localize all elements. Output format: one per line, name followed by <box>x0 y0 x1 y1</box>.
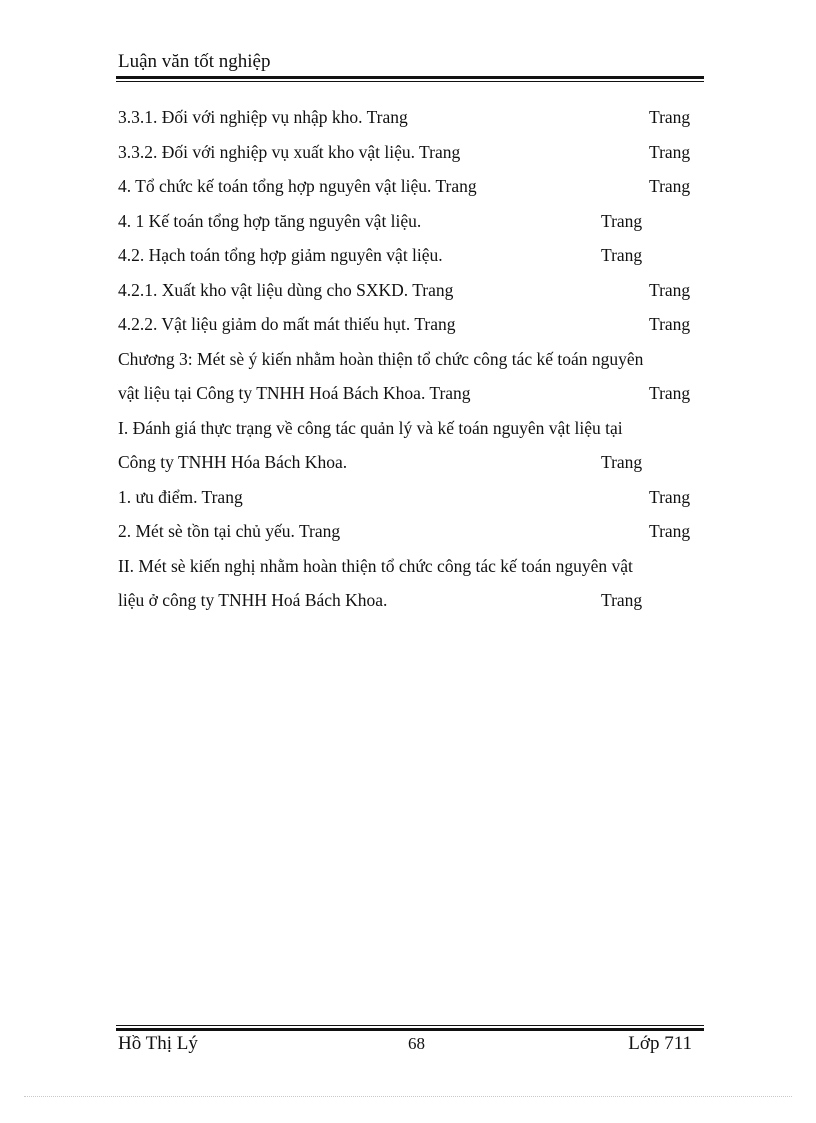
toc-entry-text: 4. Tổ chức kế toán tổng hợp nguyên vật liệu. Trang <box>118 176 477 196</box>
page-footer <box>118 1032 692 1056</box>
toc-entry-text: 4. 1 Kế toán tổng hợp tăng nguyên vật liệu. <box>118 210 422 231</box>
toc-entry-text: 4.2. Hạch toán tổng hợp giảm nguyên vật liệu. <box>118 245 443 265</box>
toc-entry-text: vật liệu tại Công ty TNHH Hoá Bách Khoa. Trang <box>118 383 471 403</box>
toc-page-ref: Trang <box>601 210 643 231</box>
toc-entry-text: 4.2.2. Vật liệu giảm do mất mát thiếu hụt. Trang <box>118 314 456 334</box>
toc-entry-text: 3.3.1. Đối với nghiệp vụ nhập kho. Trang <box>118 107 408 127</box>
toc-line <box>118 445 698 480</box>
toc-page-ref: Trang <box>649 383 691 403</box>
footer-class-label: Lớp 711 <box>628 1033 692 1054</box>
toc-line <box>118 411 698 446</box>
toc-entry-text: 3.3.2. Đối với nghiệp vụ xuất kho vật liệu. Trang <box>118 141 461 162</box>
footer-rule-thin <box>116 1025 704 1026</box>
toc-entry-text: II. Mét sè kiến nghị nhằm hoàn thiện tổ chức công tác kế toán nguyên vật <box>118 555 633 576</box>
page-bottom-edge <box>24 1096 792 1097</box>
header-rule-thick <box>116 76 704 79</box>
footer-rule-thick <box>116 1028 704 1031</box>
toc-entry-text: 4.2.1. Xuất kho vật liệu dùng cho SXKD. Trang <box>118 279 454 300</box>
toc-line <box>118 307 698 342</box>
toc-page-ref: Trang <box>649 314 691 334</box>
toc-line <box>118 169 698 204</box>
toc-line <box>118 514 698 549</box>
toc-line <box>118 100 698 135</box>
toc-line <box>118 549 698 584</box>
toc-line <box>118 273 698 308</box>
toc-entry-text: 2. Mét sè tồn tại chủ yếu. Trang <box>118 521 341 541</box>
toc-page-ref: Trang <box>649 176 691 196</box>
toc-page-ref: Trang <box>649 141 691 162</box>
toc-entry-text: I. Đánh giá thực trạng về công tác quản lý và kế toán nguyên vật liệu tại <box>118 417 623 438</box>
toc-entry-text: Chương 3: Mét sè ý kiến nhằm hoàn thiện tổ chức công tác kế toán nguyên <box>118 348 644 369</box>
toc-page-ref: Trang <box>649 279 691 300</box>
toc-page-ref: Trang <box>601 590 643 610</box>
footer-page-number: 68 <box>408 1034 425 1053</box>
toc-page-ref: Trang <box>601 245 643 265</box>
toc-page-ref: Trang <box>649 486 691 507</box>
toc-line <box>118 135 698 170</box>
toc-line <box>118 238 698 273</box>
toc-page-ref: Trang <box>601 452 643 472</box>
toc-entry-text: 1. ưu điểm. Trang <box>118 486 243 507</box>
toc-line <box>118 204 698 239</box>
toc-entry-text: Công ty TNHH Hóa Bách Khoa. <box>118 452 348 472</box>
toc-line <box>118 342 698 377</box>
toc-page-ref: Trang <box>649 521 691 541</box>
page-header-title: Luận văn tốt nghiệp <box>118 51 271 72</box>
table-of-contents <box>118 100 698 618</box>
toc-entry-text: liệu ở công ty TNHH Hoá Bách Khoa. <box>118 590 388 610</box>
toc-line <box>118 583 698 618</box>
header-rule-thin <box>116 81 704 82</box>
toc-page-ref: Trang <box>649 107 691 127</box>
toc-line <box>118 480 698 515</box>
footer-author: Hồ Thị Lý <box>118 1033 198 1054</box>
toc-line <box>118 376 698 411</box>
